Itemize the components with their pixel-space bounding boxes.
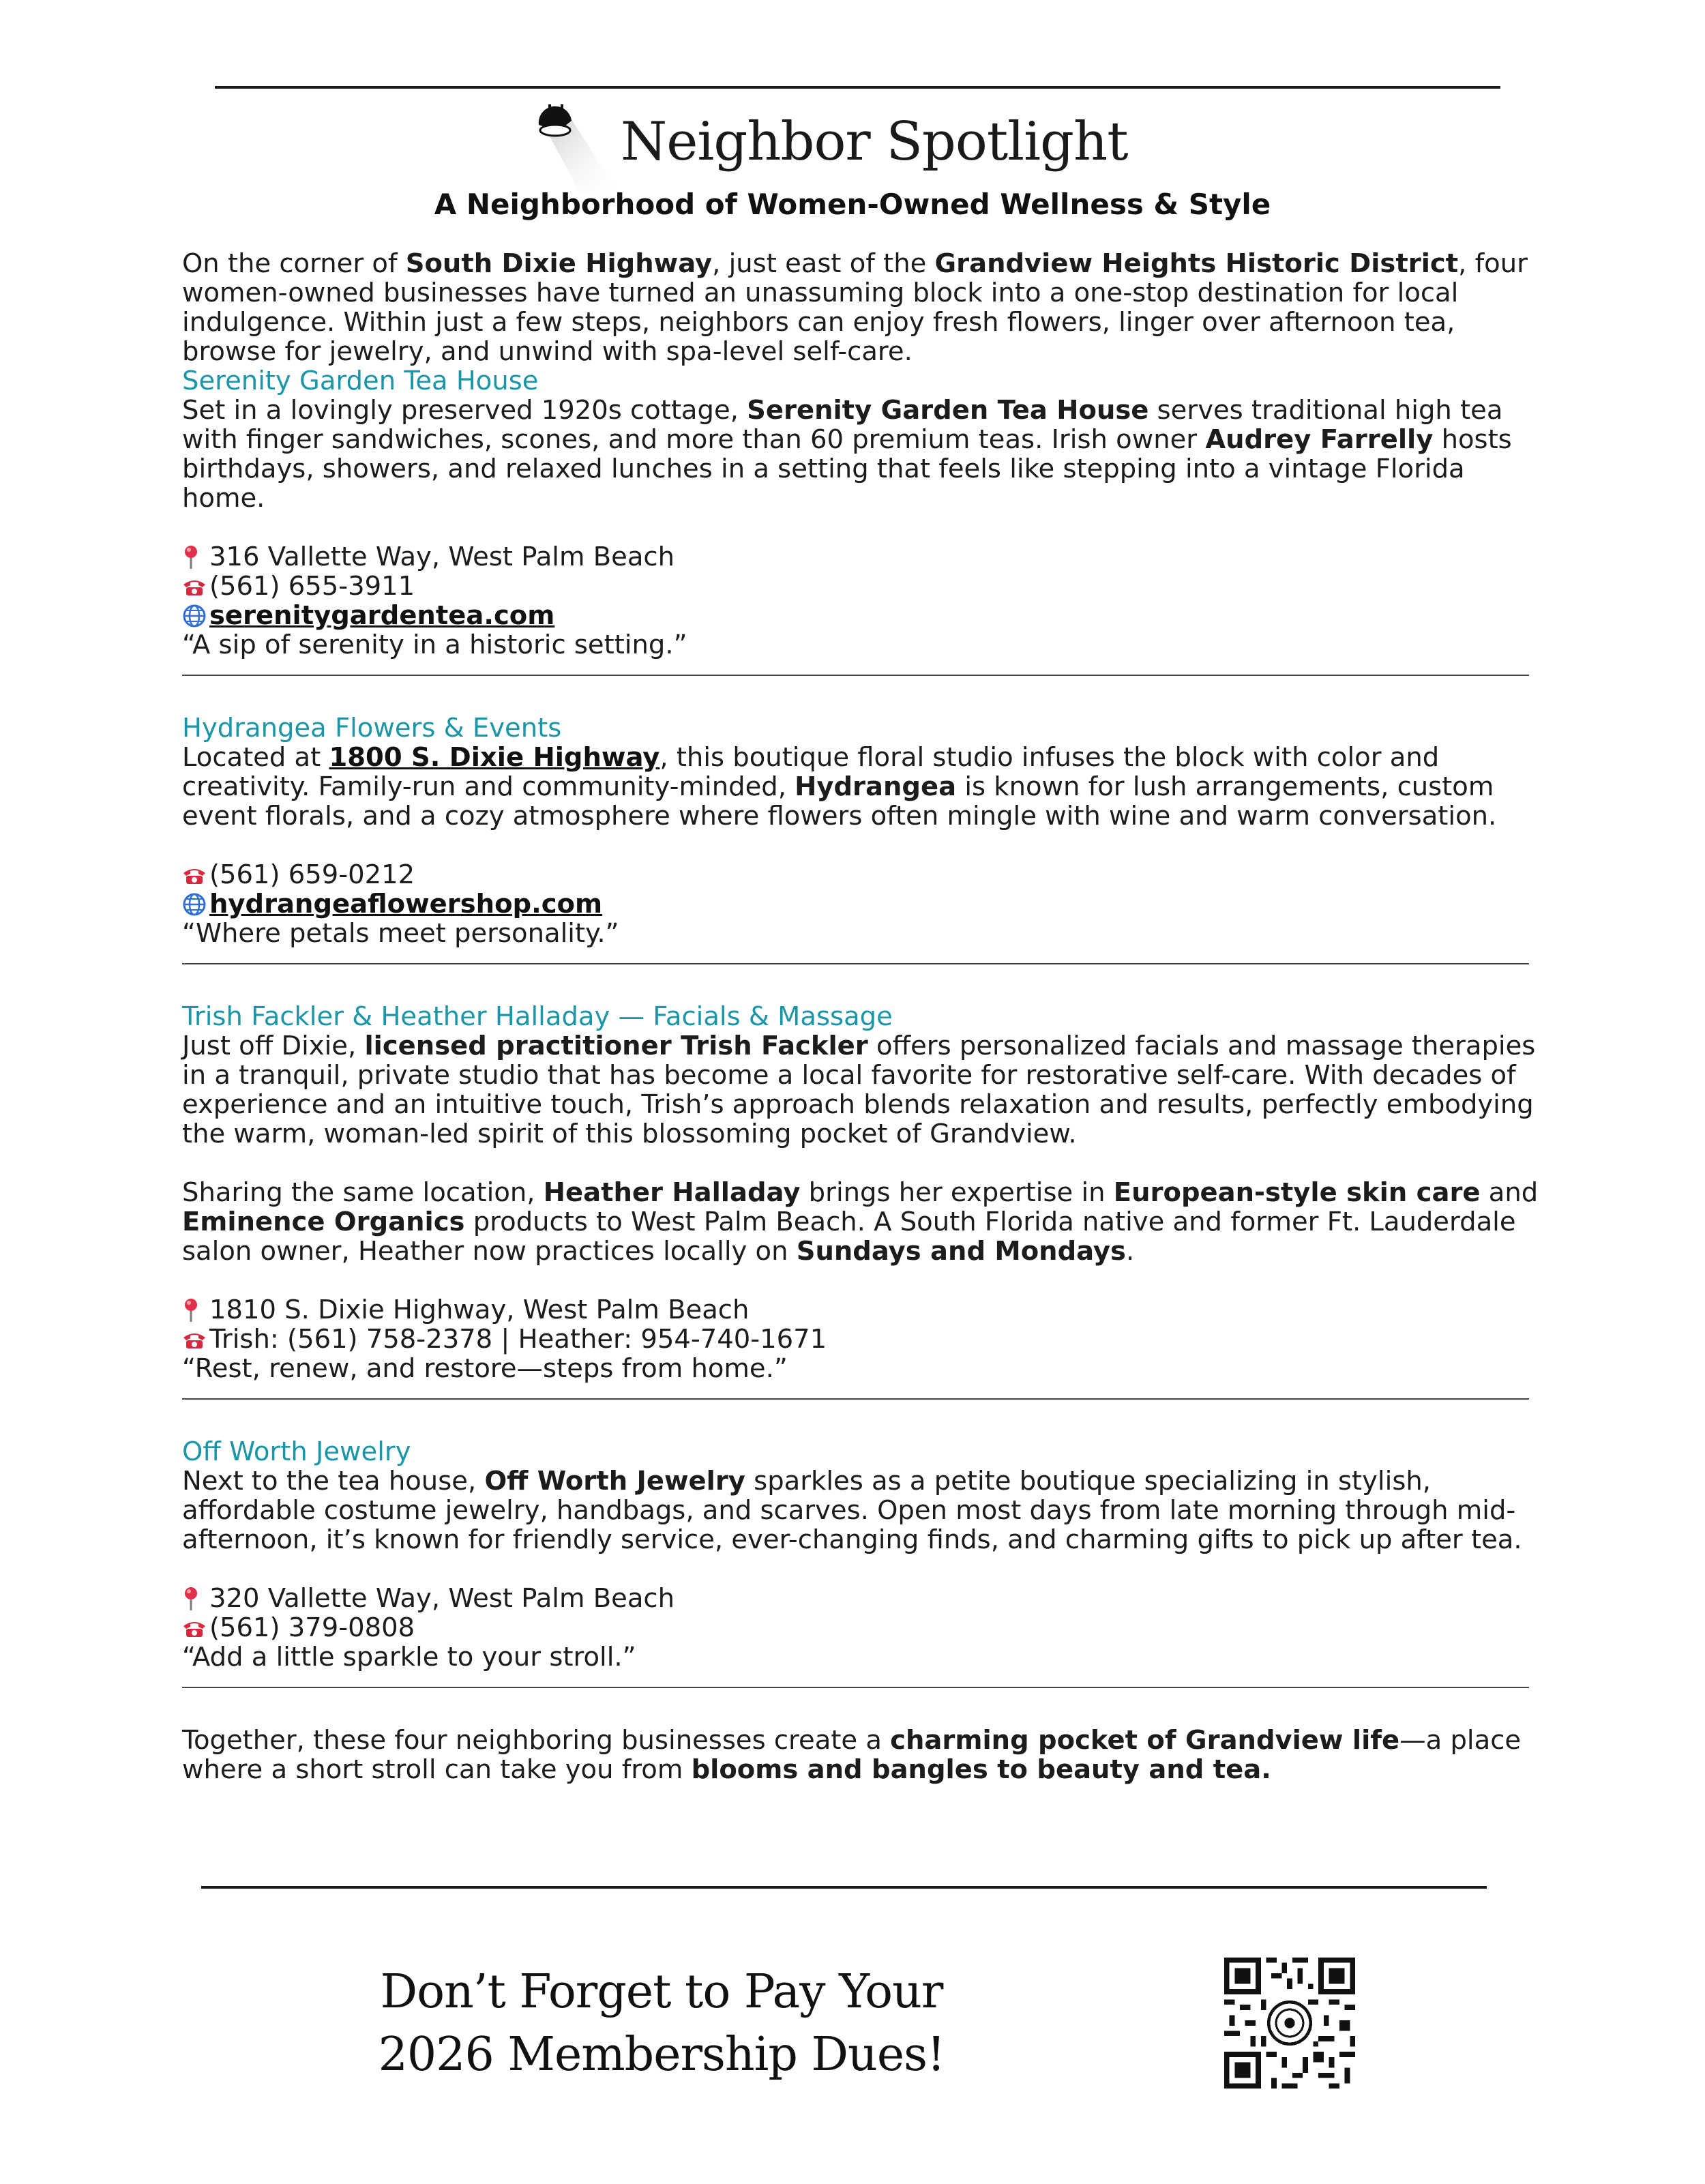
address-line <box>182 542 1539 572</box>
address-line <box>182 1295 1539 1325</box>
address-line <box>182 1584 1539 1613</box>
intro-text: , just east of the <box>712 248 935 279</box>
tagline-quote: “A sip of serenity in a historic setting.” <box>182 630 687 660</box>
membership-dues-banner <box>321 1961 1003 2086</box>
desc-text: . <box>1125 1236 1135 1267</box>
business-description-2 <box>182 1178 1539 1266</box>
dues-line-1: Don’t Forget to Pay Your <box>380 1965 943 2019</box>
intro-bold: Grandview Heights Historic District <box>934 248 1459 279</box>
desc-text: sparkles as a petite boutique specializing in stylish, affordable costume jewelry, handbags, and scarves. Open most days from late morning through mid-afternoon, it’s known for friendly service, ever-changing finds, and charming gifts to pick up after tea. <box>182 1466 1522 1555</box>
address-text: 1810 S. Dixie Highway, West Palm Beach <box>209 1295 750 1325</box>
desc-bold: Audrey Farrelly <box>1205 424 1434 455</box>
closing-text: —a place where a short stroll can take you from <box>182 1725 1522 1785</box>
section-divider <box>182 1687 1529 1689</box>
website-line <box>182 601 1539 630</box>
section-heading: Serenity Garden Tea House <box>182 366 539 396</box>
bottom-rule <box>201 1886 1487 1889</box>
business-description <box>182 1031 1539 1149</box>
desc-text: Located at <box>182 742 329 773</box>
closing-bold: charming pocket of Grandview life <box>890 1725 1400 1756</box>
top-rule <box>215 86 1500 89</box>
globe-icon <box>182 601 209 630</box>
header <box>532 99 1146 194</box>
desc-bold: Eminence Organics <box>182 1207 465 1237</box>
address-text: 320 Vallette Way, West Palm Beach <box>209 1583 674 1614</box>
intro-text: On the corner of <box>182 248 406 279</box>
tagline-quote: “Rest, renew, and restore—steps from home.” <box>182 1353 788 1384</box>
business-hydrangea <box>182 713 1539 948</box>
intro-bold: South Dixie Highway <box>405 248 713 279</box>
section-divider <box>182 675 1529 677</box>
desc-text: brings her expertise in <box>800 1177 1114 1208</box>
closing-bold: blooms and bangles to beauty and tea. <box>691 1754 1271 1785</box>
closing-paragraph <box>182 1726 1539 1784</box>
section-divider <box>182 963 1529 965</box>
desc-text: products to West Palm Beach. A South Florida native and former Ft. Lauderdale salon owner, Heather now practices locally on <box>182 1207 1516 1267</box>
website-link[interactable]: serenitygardentea.com <box>209 600 555 631</box>
telephone-icon <box>182 1325 209 1354</box>
tagline-quote: “Where petals meet personality.” <box>182 918 619 949</box>
desc-text: Set in a lovingly preserved 1920s cottage, <box>182 395 747 426</box>
section-divider <box>182 1398 1529 1400</box>
page-subtitle: A Neighborhood of Women-Owned Wellness & Style <box>434 188 1271 221</box>
desc-bold: Sundays and Mondays <box>796 1236 1126 1267</box>
business-jewelry <box>182 1437 1539 1672</box>
telephone-icon <box>182 1613 209 1642</box>
phone-line <box>182 1325 1539 1354</box>
desc-bold: Hydrangea <box>795 771 957 802</box>
phone-line <box>182 572 1539 601</box>
round-pushpin-icon <box>182 1584 209 1613</box>
business-tea-house <box>182 366 1539 660</box>
desc-text: Just off Dixie, <box>182 1031 365 1061</box>
phone-line <box>182 1613 1539 1642</box>
desc-text: Sharing the same location, <box>182 1177 544 1208</box>
globe-icon <box>182 889 209 919</box>
business-facials-massage <box>182 1002 1539 1383</box>
spotlight-icon <box>532 99 634 194</box>
dues-line-2: 2026 Membership Dues! <box>378 2028 945 2082</box>
section-heading: Hydrangea Flowers & Events <box>182 713 562 743</box>
phone-line <box>182 860 1539 889</box>
tagline-quote: “Add a little sparkle to your stroll.” <box>182 1642 636 1672</box>
desc-text: serves traditional high tea with finger sandwiches, scones, and more than 60 premium teas. Irish owner <box>182 395 1503 455</box>
round-pushpin-icon <box>182 1295 209 1325</box>
section-heading: Off Worth Jewelry <box>182 1436 411 1467</box>
desc-bold: Off Worth Jewelry <box>484 1466 745 1496</box>
section-heading: Trish Fackler & Heather Halladay — Facials & Massage <box>182 1001 893 1032</box>
business-description <box>182 1466 1539 1554</box>
phone-text: (561) 379-0808 <box>209 1612 415 1643</box>
address-link[interactable]: 1800 S. Dixie Highway <box>329 742 660 773</box>
desc-text: and <box>1480 1177 1539 1208</box>
desc-text: , this boutique floral studio infuses the block with color and creativity. Family-run and community-minded, <box>182 742 1440 802</box>
closing-text: Together, these four neighboring businesses create a <box>182 1725 891 1756</box>
telephone-icon <box>182 860 209 889</box>
desc-bold: licensed practitioner Trish Fackler <box>364 1031 868 1061</box>
qr-code-icon[interactable] <box>1224 1958 1355 2089</box>
article-body <box>182 249 1539 1784</box>
round-pushpin-icon <box>182 542 209 572</box>
desc-bold: Heather Halladay <box>543 1177 801 1208</box>
website-link[interactable]: hydrangeaflowershop.com <box>209 889 603 919</box>
desc-text: Next to the tea house, <box>182 1466 485 1496</box>
telephone-icon <box>182 572 209 601</box>
phone-text: (561) 655-3911 <box>209 571 415 602</box>
page-title: Neighbor Spotlight <box>621 111 1128 173</box>
intro-text: , four women-owned businesses have turned an unassuming block into a one-stop destination for local indulgence. Within just a few steps, neighbors can enjoy fresh flowers, linger over afternoon tea, browse for jewelry, and unwind with spa-level self-care. <box>182 248 1528 367</box>
website-line <box>182 889 1539 919</box>
address-text: 316 Vallette Way, West Palm Beach <box>209 542 674 572</box>
business-description <box>182 743 1539 831</box>
intro-paragraph <box>182 249 1539 366</box>
desc-text: is known for lush arrangements, custom event florals, and a cozy atmosphere where flowers often mingle with wine and warm conversation. <box>182 771 1497 831</box>
business-description <box>182 396 1539 513</box>
desc-text: offers personalized facials and massage therapies in a tranquil, private studio that has become a local favorite for restorative self-care. With decades of experience and an intuitive touch, Trish’s approach blends relaxation and results, perfectly embodying the warm, woman-led spirit of this blossoming pocket of Grandview. <box>182 1031 1536 1149</box>
desc-bold: Serenity Garden Tea House <box>747 395 1149 426</box>
desc-text: hosts birthdays, showers, and relaxed lunches in a setting that feels like stepping into a vintage Florida home. <box>182 424 1512 514</box>
phone-text: (561) 659-0212 <box>209 859 415 890</box>
phone-text: Trish: (561) 758-2378 | Heather: 954-740-1671 <box>209 1324 827 1355</box>
desc-bold: European-style skin care <box>1113 1177 1481 1208</box>
